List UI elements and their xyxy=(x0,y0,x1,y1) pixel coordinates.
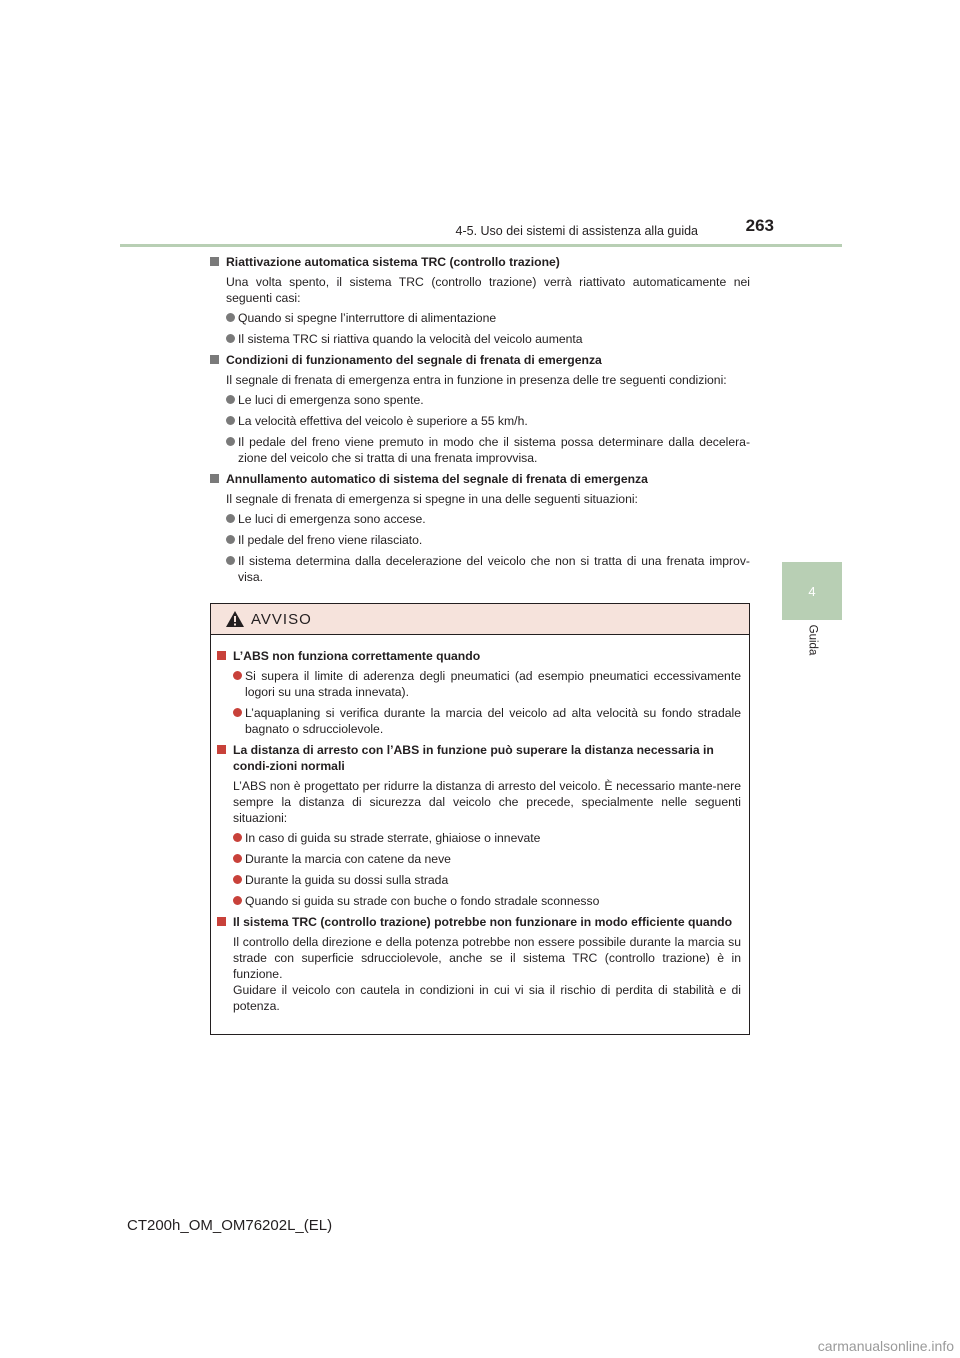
circle-bullet-icon xyxy=(226,535,235,544)
list-item: Il pedale del freno viene rilasciato. xyxy=(226,532,750,548)
warning-section-intro: Il controllo della direzione e della potenza potrebbe non essere possibile durante la marcia su strade con superficie sdrucciolevole, anche se il sistema TRC (controllo trazione) è in funzione. xyxy=(233,935,741,981)
circle-bullet-icon xyxy=(233,671,242,680)
circle-bullet-icon xyxy=(233,854,242,863)
list-item: Durante la guida su dossi sulla strada xyxy=(233,872,741,888)
page-number: 263 xyxy=(745,216,774,235)
square-bullet-icon xyxy=(210,474,219,483)
list-item: Le luci di emergenza sono spente. xyxy=(226,392,750,408)
circle-bullet-icon xyxy=(226,437,235,446)
warning-box xyxy=(210,603,750,1035)
square-bullet-icon xyxy=(210,355,219,364)
list-item: In caso di guida su strade sterrate, ghiaiose o innevate xyxy=(233,830,741,846)
section-title: Condizioni di funzionamento del segnale di frenata di emergenza xyxy=(210,352,750,368)
header-section-title: 4-5. Uso dei sistemi di assistenza alla guida xyxy=(455,224,698,238)
list-item: Il sistema determina dalla decelerazione del veicolo che non si tratta di una frenata improv-visa. xyxy=(226,553,750,585)
chapter-label xyxy=(782,600,842,680)
warning-section-intro: Guidare il veicolo con cautela in condizioni in cui vi sia il rischio di perdita di stabilità e di potenza. xyxy=(233,983,741,1013)
warning-triangle-icon xyxy=(225,610,245,628)
circle-bullet-icon xyxy=(226,556,235,565)
list-item: Quando si guida su strade con buche o fondo stradale sconnesso xyxy=(233,893,741,909)
section-title: Riattivazione automatica sistema TRC (controllo trazione) xyxy=(210,254,750,270)
chapter-label-text: Guida xyxy=(806,624,818,656)
main-content xyxy=(210,254,750,590)
list-item: Le luci di emergenza sono accese. xyxy=(226,511,750,527)
chapter-number: 4 xyxy=(808,583,816,599)
warning-header xyxy=(211,604,749,635)
watermark: carmanualsonline.info xyxy=(817,1338,954,1354)
circle-bullet-icon xyxy=(226,313,235,322)
page-header xyxy=(120,216,842,247)
section-intro: Una volta spento, il sistema TRC (controllo trazione) verrà riattivato automaticamente nei seguenti casi: xyxy=(226,275,750,305)
warning-body xyxy=(211,635,749,1014)
square-bullet-icon xyxy=(210,257,219,266)
circle-bullet-icon xyxy=(233,833,242,842)
warning-section-title: L’ABS non funziona correttamente quando xyxy=(217,648,741,664)
list-item: La velocità effettiva del veicolo è superiore a 55 km/h. xyxy=(226,413,750,429)
circle-bullet-icon xyxy=(226,416,235,425)
warning-section-title: Il sistema TRC (controllo trazione) potrebbe non funzionare in modo efficiente quando xyxy=(217,914,741,930)
circle-bullet-icon xyxy=(226,334,235,343)
list-item: Si supera il limite di aderenza degli pneumatici (ad esempio pneumatici eccessivamente logori su una strada innevata). xyxy=(233,668,741,700)
warning-title: AVVISO xyxy=(251,610,312,628)
circle-bullet-icon xyxy=(226,514,235,523)
circle-bullet-icon xyxy=(233,708,242,717)
list-item: Il pedale del freno viene premuto in modo che il sistema possa determinare dalla decelera-zione del veicolo che si tratta di una frenata improvvisa. xyxy=(226,434,750,466)
square-bullet-icon xyxy=(217,745,226,754)
square-bullet-icon xyxy=(217,651,226,660)
circle-bullet-icon xyxy=(226,395,235,404)
warning-section-intro: L’ABS non è progettato per ridurre la distanza di arresto del veicolo. È necessario mante-nere sempre la distanza di sicurezza dal veicolo che precede, specialmente nelle seguenti situazioni: xyxy=(233,779,741,825)
section-title: Annullamento automatico di sistema del segnale di frenata di emergenza xyxy=(210,471,750,487)
list-item: Quando si spegne l’interruttore di alimentazione xyxy=(226,310,750,326)
list-item: L’aquaplaning si verifica durante la marcia del veicolo ad alta velocità su fondo stradale bagnato o sdrucciolevole. xyxy=(233,705,741,737)
list-item: Durante la marcia con catene da neve xyxy=(233,851,741,867)
square-bullet-icon xyxy=(217,917,226,926)
section-intro: Il segnale di frenata di emergenza si spegne in una delle seguenti situazioni: xyxy=(226,492,638,506)
circle-bullet-icon xyxy=(233,875,242,884)
circle-bullet-icon xyxy=(233,896,242,905)
list-item: Il sistema TRC si riattiva quando la velocità del veicolo aumenta xyxy=(226,331,750,347)
section-intro: Il segnale di frenata di emergenza entra in funzione in presenza delle tre seguenti condizioni: xyxy=(226,373,727,387)
footer-model-code: CT200h_OM_OM76202L_(EL) xyxy=(127,1217,333,1234)
warning-section-title: La distanza di arresto con l’ABS in funzione può superare la distanza necessaria in condi-zioni normali xyxy=(217,742,741,774)
